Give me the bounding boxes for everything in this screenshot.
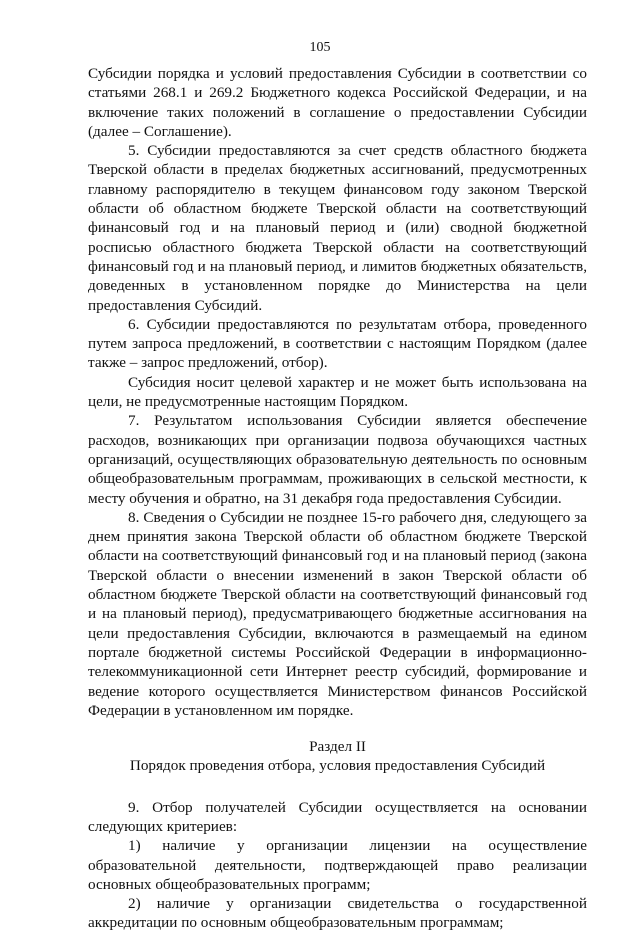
section-number: Раздел II xyxy=(309,738,366,756)
paragraph-7: 7. Результатом использования Субсидии является обеспечение расходов, возникающих при организации подвоза обучающихся частных организаций, осуществляющих образовательную деятельность по основным общеобразовательным программам, проживающих в сельской местности, к месту обучения и обратно, на 31 декабря года предоставления Субсидии. xyxy=(88,412,587,507)
document-body xyxy=(88,64,587,933)
paragraph-9-item-2: 2) наличие у организации свидетельства о государственной аккредитации по основным общеобразовательным программам; xyxy=(88,895,587,932)
paragraph-6: 6. Субсидии предоставляются по результатам отбора, проведенного путем запроса предложений, в соответствии с настоящим Порядком (далее также – запрос предложений, отбор). xyxy=(88,315,587,372)
section-title: Порядок проведения отбора, условия предоставления Субсидий xyxy=(129,757,546,775)
paragraph-6-purpose: Субсидия носит целевой характер и не может быть использована на цели, не предусмотренные настоящим Порядком. xyxy=(88,373,587,411)
paragraph-9-item-1: 1) наличие у организации лицензии на осуществление образовательной деятельности, подтверждающей право реализации основных общеобразовательных программ; xyxy=(88,837,587,893)
paragraph-5: 5. Субсидии предоставляются за счет средств областного бюджета Тверской области в пределах бюджетных ассигнований, предусмотренных главному распорядителю в текущем финансовом году законом Тверской области об областном бюджете Тверской области на соответствующий финансовый год и на плановый период и (или) сводной бюджетной росписью областного бюджета Тверской области на соответствующий финансовый год и на плановый период, и лимитов бюджетных обязательств, доведенных в установленном порядке до Министерства на цели предоставления Субсидий. xyxy=(88,142,587,314)
paragraph-9: 9. Отбор получателей Субсидии осуществляется на основании следующих критериев: xyxy=(88,798,587,835)
paragraph-continuation: Субсидии порядка и условий предоставления Субсидии в соответствии со статьями 268.1 и 269.2 Бюджетного кодекса Российской Федерации, и на включение таких положений в соглашение о предоставлении Субсидии (далее – Соглашение). xyxy=(88,65,587,140)
page-number: 105 xyxy=(309,40,331,55)
paragraph-8: 8. Сведения о Субсидии не позднее 15-го рабочего дня, следующего за днем принятия закона Тверской области об областном бюджете Тверской области на соответствующий финансовый год и на плановый период (закона Тверской области о внесении изменений в закон Тверской области об областном бюджете Тверской области на соответствующий финансовый год и на плановый период), предусматривающего бюджетные ассигнования на цели предоставления Субсидии, включаются в размещаемый на едином портале бюджетной системы Российской Федерации в информационно-телекоммуникационной сети Интернет реестр субсидий, формирование и ведение которого осуществляется Министерством финансов Российской Федерации в установленном им порядке. xyxy=(88,508,587,719)
